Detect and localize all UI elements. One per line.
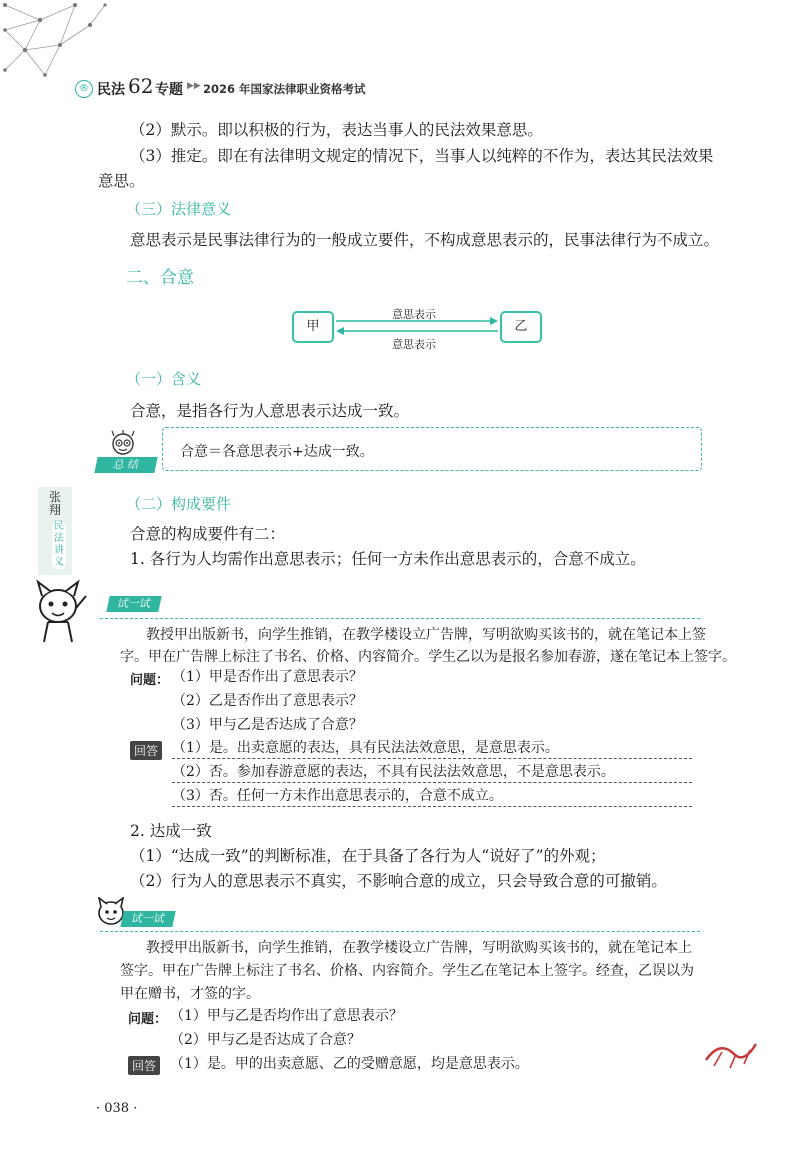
- page-number: · 038 ·: [96, 1101, 138, 1116]
- side-tab-book: 民法讲义: [54, 521, 64, 568]
- subheading-definition: （一）含义: [126, 370, 202, 388]
- question-1-3: （3）甲与乙是否达成了合意？: [172, 717, 363, 733]
- question-2-2: （2）甲与乙是否达成了合意？: [170, 1032, 361, 1048]
- running-header: [75, 74, 375, 101]
- paragraph-element-2-2: （2）行为人的意思表示不真实，不影响合意的成立，只会导致合意的可撤销。: [130, 872, 667, 890]
- question-1-1: （1）甲是否作出了意思表示？: [172, 669, 363, 685]
- network-decoration-icon: [0, 0, 110, 85]
- book-title-number: 62: [128, 74, 154, 98]
- section-heading-consensus: 二、合意: [126, 268, 194, 288]
- side-tab-name: 张翔: [49, 490, 62, 517]
- try-it-tag-1: 试一试: [106, 596, 161, 612]
- exam-title: 2026 年国家法律职业资格考试: [203, 82, 366, 96]
- summary-text: 合意＝各意思表示+达成一致。: [180, 444, 374, 460]
- summary-tag: 总 结: [94, 457, 157, 473]
- case2-line-1: 教授甲出版新书，向学生推销，在教学楼设立广告牌，写明欲购买该书的，就在笔记本上: [146, 940, 692, 956]
- subheading-elements: （二）构成要件: [126, 495, 232, 513]
- answer-label-1: 回答: [130, 741, 162, 760]
- try-it-underline-1: [100, 618, 700, 619]
- paragraph-definition: 合意，是指各行为人意思表示达成一致。: [130, 402, 410, 420]
- paragraph-implied: （2）默示。即以积极的行为，表达当事人的民法效果意思。: [130, 121, 543, 139]
- paragraph-elements-intro: 合意的构成要件有二：: [130, 525, 286, 543]
- paragraph-element-2: 2. 达成一致: [130, 822, 212, 840]
- try-it-tag-2: 试一试: [120, 911, 175, 927]
- answer-1-3: （3）否。任何一方未作出意思表示的，合意不成立。: [172, 786, 692, 807]
- case1-line-2: 字。甲在广告牌上标注了书名、价格、内容简介。学生乙以为是报名参加春游，遂在笔记本上签字。: [120, 649, 736, 665]
- mascot-cat-icon: [28, 578, 92, 644]
- question-label-2: 问题：: [128, 1012, 168, 1027]
- paragraph-presumed-1: （3）推定。即在有法律明文规定的情况下，当事人以纯粹的不作为，表达其民法效果: [130, 147, 714, 165]
- book-title-suffix: 专题: [155, 82, 183, 98]
- paragraph-legal-meaning: 意思表示是民事法律行为的一般成立要件，不构成意思表示的，民事法律行为不成立。: [130, 231, 720, 249]
- case2-line-3: 甲在赠书，才签的字。: [120, 986, 260, 1002]
- paragraph-element-2-1: （1）“达成一致”的判断标准，在于具备了各行为人“说好了”的外观；: [130, 847, 606, 865]
- brush-stamp-icon: [700, 1030, 760, 1074]
- question-label-1: 问题：: [130, 673, 170, 688]
- party-b-box: 乙: [500, 311, 542, 343]
- answer-label-2: 回答: [128, 1056, 160, 1075]
- paragraph-presumed-2: 意思。: [98, 172, 145, 190]
- arrow-label-bottom: 意思表示: [392, 338, 436, 351]
- case1-line-1: 教授甲出版新书，向学生推销，在教学楼设立广告牌，写明欲购买该书的，就在笔记本上签: [146, 627, 706, 643]
- try-it-underline-2: [100, 931, 700, 932]
- question-1-2: （2）乙是否作出了意思表示？: [172, 693, 363, 709]
- paragraph-element-1: 1. 各行为人均需作出意思表示；任何一方未作出意思表示的，合意不成立。: [130, 550, 646, 568]
- book-logo-icon: ®: [75, 80, 93, 98]
- answer-2-1: （1）是。甲的出卖意愿、乙的受赠意愿，均是意思表示。: [170, 1056, 529, 1072]
- answer-1-1: （1）是。出卖意愿的表达，具有民法法效意思，是意思表示。: [172, 738, 692, 759]
- arrow-label-top: 意思表示: [392, 308, 436, 321]
- book-title-prefix: 民法: [97, 82, 125, 98]
- consensus-diagram: [292, 302, 542, 354]
- case2-line-2: 签字。甲在广告牌上标注了书名、价格、内容简介。学生乙在笔记本上签字。经查，乙误以为: [120, 963, 694, 979]
- header-arrows: ▶▶: [187, 81, 201, 91]
- party-a-box: 甲: [292, 311, 334, 343]
- question-2-1: （1）甲与乙是否均作出了意思表示？: [170, 1008, 403, 1024]
- answer-1-2: （2）否。参加春游意愿的表达，不具有民法法效意思，不是意思表示。: [172, 762, 692, 783]
- subheading-legal-meaning: （三）法律意义: [126, 200, 232, 218]
